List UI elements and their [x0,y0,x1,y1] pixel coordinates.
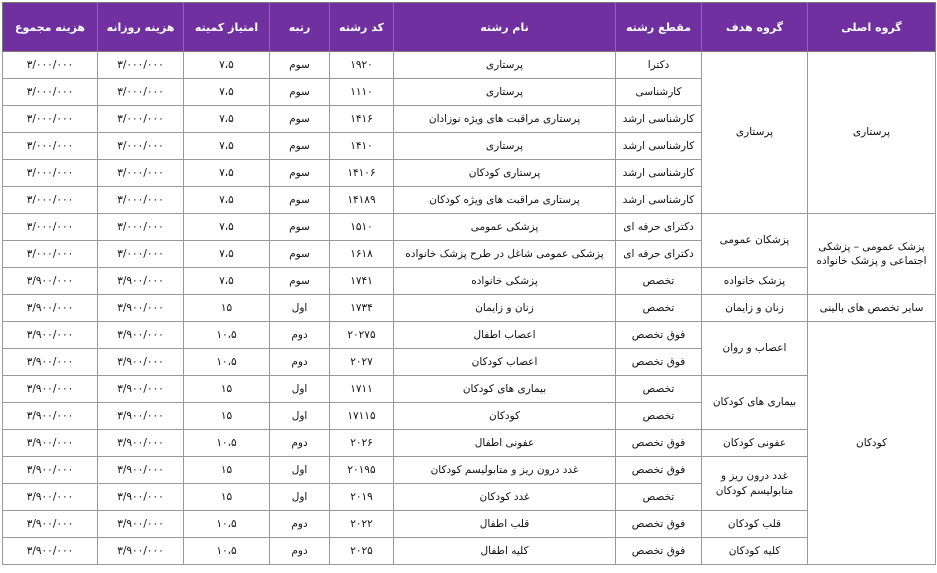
level-cell: کارشناسی ارشد [616,106,702,133]
header-main-group: گروه اصلی [808,3,936,52]
field-name-cell: غدد درون ریز و متابولیسم کودکان [394,457,616,484]
committee-score-cell: ۱۵ [184,457,270,484]
daily-fee-cell: ۳/۹۰۰/۰۰۰ [98,511,184,538]
header-row [3,3,936,52]
daily-fee-cell: ۳/۹۰۰/۰۰۰ [98,349,184,376]
target-group-cell: اعصاب و روان [702,322,808,376]
target-group-cell: زنان و زایمان [702,295,808,322]
daily-fee-cell: ۳/۹۰۰/۰۰۰ [98,403,184,430]
field-name-cell: عفونی اطفال [394,430,616,457]
field-name-cell: اعصاب کودکان [394,349,616,376]
level-cell: فوق تخصص [616,511,702,538]
table-row [3,268,936,295]
field-name-cell: پزشکی خانواده [394,268,616,295]
daily-fee-cell: ۳/۰۰۰/۰۰۰ [98,241,184,268]
table-row [3,52,936,79]
total-fee-cell: ۳/۹۰۰/۰۰۰ [3,538,98,565]
field-name-cell: اعصاب اطفال [394,322,616,349]
target-group-cell: پزشک خانواده [702,268,808,295]
level-cell: دکترای حرفه ای [616,214,702,241]
committee-score-cell: ۷،۵ [184,214,270,241]
daily-fee-cell: ۳/۹۰۰/۰۰۰ [98,484,184,511]
field-code-cell: ۱۵۱۰ [330,214,394,241]
total-fee-cell: ۳/۰۰۰/۰۰۰ [3,133,98,160]
main-group-cell: پرستاری [808,52,936,214]
header-daily-fee: هزینه روزانه [98,3,184,52]
rank-cell: اول [270,376,330,403]
table-row [3,457,936,484]
target-group-cell: غدد درون ریز و متابولیسم کودکان [702,457,808,511]
committee-score-cell: ۷،۵ [184,79,270,106]
field-name-cell: پرستاری [394,79,616,106]
rank-cell: سوم [270,268,330,295]
daily-fee-cell: ۳/۰۰۰/۰۰۰ [98,133,184,160]
level-cell: فوق تخصص [616,322,702,349]
header-target-group: گروه هدف [702,3,808,52]
field-code-cell: ۱۴۱۰ [330,133,394,160]
field-code-cell: ۱۷۳۴ [330,295,394,322]
field-name-cell: پزشکی عمومی [394,214,616,241]
committee-score-cell: ۱۵ [184,484,270,511]
rank-cell: سوم [270,214,330,241]
total-fee-cell: ۳/۰۰۰/۰۰۰ [3,241,98,268]
daily-fee-cell: ۳/۰۰۰/۰۰۰ [98,187,184,214]
field-code-cell: ۲۰۲۶ [330,430,394,457]
committee-score-cell: ۱۵ [184,376,270,403]
committee-score-cell: ۱۰،۵ [184,538,270,565]
main-group-cell: کودکان [808,322,936,565]
header-level: مقطع رشته [616,3,702,52]
daily-fee-cell: ۳/۹۰۰/۰۰۰ [98,457,184,484]
level-cell: فوق تخصص [616,430,702,457]
field-name-cell: غدد کودکان [394,484,616,511]
field-code-cell: ۱۱۱۰ [330,79,394,106]
field-name-cell: پرستاری مراقبت های ویژه نوزادان [394,106,616,133]
committee-score-cell: ۱۰،۵ [184,349,270,376]
rank-cell: سوم [270,160,330,187]
total-fee-cell: ۳/۹۰۰/۰۰۰ [3,457,98,484]
level-cell: کارشناسی ارشد [616,187,702,214]
total-fee-cell: ۳/۹۰۰/۰۰۰ [3,403,98,430]
committee-score-cell: ۷،۵ [184,241,270,268]
header-committee-score: امتیاز کمیته [184,3,270,52]
target-group-cell: عفونی کودکان [702,430,808,457]
field-code-cell: ۲۰۲۷ [330,349,394,376]
level-cell: کارشناسی ارشد [616,160,702,187]
level-cell: تخصص [616,403,702,430]
rank-cell: سوم [270,106,330,133]
daily-fee-cell: ۳/۹۰۰/۰۰۰ [98,430,184,457]
daily-fee-cell: ۳/۰۰۰/۰۰۰ [98,160,184,187]
rank-cell: اول [270,457,330,484]
daily-fee-cell: ۳/۰۰۰/۰۰۰ [98,214,184,241]
field-name-cell: پزشکی عمومی شاغل در طرح پزشک خانواده [394,241,616,268]
total-fee-cell: ۳/۹۰۰/۰۰۰ [3,349,98,376]
total-fee-cell: ۳/۰۰۰/۰۰۰ [3,160,98,187]
target-group-cell: پزشکان عمومی [702,214,808,268]
target-group-cell: قلب کودکان [702,511,808,538]
field-name-cell: کلیه اطفال [394,538,616,565]
table-row [3,538,936,565]
field-code-cell: ۱۷۱۱ [330,376,394,403]
header-total-fee: هزینه مجموع [3,3,98,52]
daily-fee-cell: ۳/۹۰۰/۰۰۰ [98,268,184,295]
field-name-cell: کودکان [394,403,616,430]
total-fee-cell: ۳/۹۰۰/۰۰۰ [3,430,98,457]
committee-score-cell: ۱۵ [184,295,270,322]
rank-cell: اول [270,403,330,430]
field-code-cell: ۲۰۲۲ [330,511,394,538]
field-code-cell: ۱۷۴۱ [330,268,394,295]
field-name-cell: بیماری های کودکان [394,376,616,403]
total-fee-cell: ۳/۹۰۰/۰۰۰ [3,484,98,511]
total-fee-cell: ۳/۹۰۰/۰۰۰ [3,268,98,295]
rank-cell: دوم [270,349,330,376]
header-rank: رتبه [270,3,330,52]
field-code-cell: ۱۴۱۸۹ [330,187,394,214]
rank-cell: سوم [270,52,330,79]
committee-score-cell: ۱۰،۵ [184,511,270,538]
rank-cell: دوم [270,538,330,565]
committee-score-cell: ۷،۵ [184,268,270,295]
total-fee-cell: ۳/۰۰۰/۰۰۰ [3,79,98,106]
field-code-cell: ۲۰۱۹ [330,484,394,511]
total-fee-cell: ۳/۹۰۰/۰۰۰ [3,511,98,538]
total-fee-cell: ۳/۹۰۰/۰۰۰ [3,322,98,349]
committee-score-cell: ۷،۵ [184,160,270,187]
table-row [3,214,936,241]
field-code-cell: ۱۹۲۰ [330,52,394,79]
field-name-cell: پرستاری [394,52,616,79]
field-code-cell: ۲۰۲۷۵ [330,322,394,349]
daily-fee-cell: ۳/۰۰۰/۰۰۰ [98,106,184,133]
level-cell: تخصص [616,376,702,403]
total-fee-cell: ۳/۰۰۰/۰۰۰ [3,187,98,214]
table-row [3,322,936,349]
table-row [3,295,936,322]
level-cell: فوق تخصص [616,538,702,565]
committee-score-cell: ۷،۵ [184,106,270,133]
target-group-cell: پرستاری [702,52,808,214]
target-group-cell: کلیه کودکان [702,538,808,565]
field-name-cell: پرستاری مراقبت های ویژه کودکان [394,187,616,214]
total-fee-cell: ۳/۹۰۰/۰۰۰ [3,295,98,322]
committee-score-cell: ۱۵ [184,403,270,430]
table-row [3,511,936,538]
field-name-cell: قلب اطفال [394,511,616,538]
committee-score-cell: ۱۰،۵ [184,430,270,457]
main-group-cell: پزشک عمومی – پزشکی اجتماعی و پزشک خانواده [808,214,936,295]
field-name-cell: پرستاری [394,133,616,160]
rank-cell: سوم [270,187,330,214]
level-cell: تخصص [616,484,702,511]
header-field-name: نام رشته [394,3,616,52]
field-name-cell: پرستاری کودکان [394,160,616,187]
total-fee-cell: ۳/۰۰۰/۰۰۰ [3,106,98,133]
table-row [3,376,936,403]
level-cell: کارشناسی ارشد [616,133,702,160]
rank-cell: سوم [270,241,330,268]
target-group-cell: بیماری های کودکان [702,376,808,430]
table-row [3,430,936,457]
level-cell: کارشناسی [616,79,702,106]
level-cell: فوق تخصص [616,457,702,484]
daily-fee-cell: ۳/۹۰۰/۰۰۰ [98,376,184,403]
header-field-code: کد رشته [330,3,394,52]
daily-fee-cell: ۳/۰۰۰/۰۰۰ [98,52,184,79]
field-code-cell: ۲۰۲۵ [330,538,394,565]
field-code-cell: ۱۴۱۰۶ [330,160,394,187]
daily-fee-cell: ۳/۹۰۰/۰۰۰ [98,322,184,349]
field-code-cell: ۱۴۱۶ [330,106,394,133]
total-fee-cell: ۳/۹۰۰/۰۰۰ [3,376,98,403]
field-code-cell: ۱۷۱۱۵ [330,403,394,430]
daily-fee-cell: ۳/۹۰۰/۰۰۰ [98,538,184,565]
daily-fee-cell: ۳/۹۰۰/۰۰۰ [98,295,184,322]
table-body [3,52,936,565]
fee-table [2,2,936,565]
main-group-cell: سایر تخصص های بالینی [808,295,936,322]
field-name-cell: زنان و زایمان [394,295,616,322]
level-cell: تخصص [616,295,702,322]
total-fee-cell: ۳/۰۰۰/۰۰۰ [3,52,98,79]
rank-cell: دوم [270,511,330,538]
committee-score-cell: ۱۰،۵ [184,322,270,349]
total-fee-cell: ۳/۰۰۰/۰۰۰ [3,214,98,241]
committee-score-cell: ۷،۵ [184,133,270,160]
rank-cell: دوم [270,430,330,457]
level-cell: فوق تخصص [616,349,702,376]
daily-fee-cell: ۳/۰۰۰/۰۰۰ [98,79,184,106]
field-code-cell: ۱۶۱۸ [330,241,394,268]
field-code-cell: ۲۰۱۹۵ [330,457,394,484]
rank-cell: سوم [270,133,330,160]
level-cell: دکترا [616,52,702,79]
rank-cell: اول [270,295,330,322]
committee-score-cell: ۷،۵ [184,52,270,79]
rank-cell: سوم [270,79,330,106]
level-cell: تخصص [616,268,702,295]
committee-score-cell: ۷،۵ [184,187,270,214]
rank-cell: دوم [270,322,330,349]
rank-cell: اول [270,484,330,511]
level-cell: دکترای حرفه ای [616,241,702,268]
